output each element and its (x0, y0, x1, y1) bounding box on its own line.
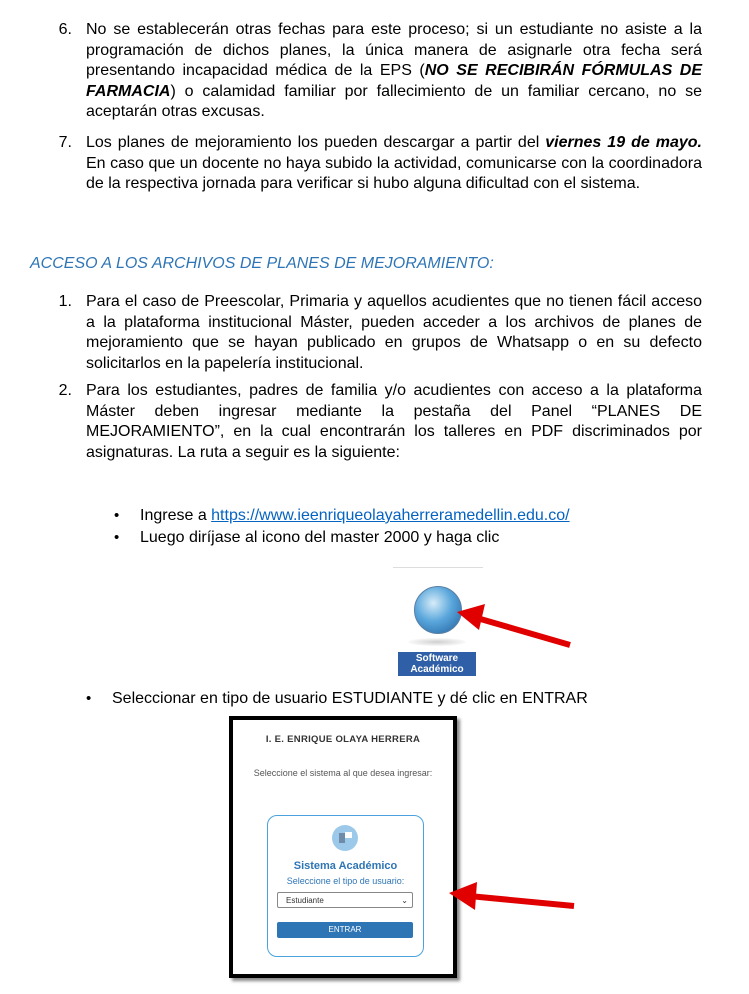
red-arrow-icon (447, 878, 577, 918)
item6-text-a: No se establecerán otras fechas para este proceso; si un estudiante no asiste a la programación de dichos planes, la única manera de asignarle otra fecha será presentando incapacidad médica de la EPS ( (86, 21, 702, 79)
badge-line-1: Software (415, 653, 459, 664)
bullet-dot: • (114, 529, 120, 546)
school-website-link[interactable]: https://www.ieenriqueolayaherreramedellin.edu.co/ (211, 507, 570, 524)
logo-divider (393, 567, 483, 568)
login-screenshot (229, 716, 457, 978)
bullet-select-user: Seleccionar en tipo de usuario ESTUDIANTE y dé clic en ENTRAR (112, 690, 588, 707)
list-number: 1. (58, 293, 72, 310)
red-arrow-icon (455, 600, 575, 650)
item7-text-a: Los planes de mejoramiento los pueden descargar a partir del (86, 134, 546, 151)
user-type-select[interactable] (277, 892, 413, 908)
item7-text-b: En caso que un docente no haya subido la actividad, comunicarse con la coordinadora de la respectiva jornada para verificar si hubo alguna dificultad con el sistema. (86, 154, 702, 192)
paragraph-item-6 (86, 20, 702, 123)
enter-button[interactable]: ENTRAR (277, 922, 413, 938)
item7-bold: viernes 19 de mayo. (545, 134, 702, 151)
academic-system-icon (332, 825, 358, 851)
academic-system-title: Sistema Académico (293, 860, 398, 872)
section-heading: ACCESO A LOS ARCHIVOS DE PLANES DE MEJORAMIENTO: (30, 255, 494, 272)
institution-title: I. E. ENRIQUE OLAYA HERRERA (265, 734, 421, 745)
bullet-master-icon: Luego diríjase al icono del master 2000 y haga clic (140, 529, 500, 546)
item6-text-b: ) o calamidad familiar por fallecimiento de un familiar cercano, no se aceptarán otras excusas. (86, 82, 702, 120)
bullet-1-prefix: Ingrese a (140, 507, 212, 524)
user-type-value: Estudiante (286, 896, 324, 905)
system-select-prompt: Seleccione el sistema al que desea ingresar: (253, 768, 433, 778)
bullet-ingrese (140, 507, 570, 525)
access-item-2: Para los estudiantes, padres de familia y/o acudientes con acceso a la plataforma Máster deben ingresar mediante la pestaña del Panel “PLANES DE MEJORAMIENTO”, en la cual encontrarán los talleres en PDF discriminados por asignaturas. La ruta a seguir es la siguiente: (86, 382, 702, 461)
list-number: 6. (58, 21, 72, 38)
list-number: 7. (58, 134, 72, 151)
access-item-1: Para el caso de Preescolar, Primaria y aquellos acudientes que no tienen fácil acceso a la plataforma institucional Máster, pueden acceder a los archivos de planes de mejoramiento que se hayan publicado en grupos de Whatsapp o en su defecto solicitarlos en la papelería institucional. (86, 293, 702, 372)
badge-line-2: Académico (410, 664, 464, 675)
item6-bold: NO SE RECIBIRÁN FÓRMULAS DE FARMACIA (86, 62, 703, 100)
paragraph-item-7 (86, 133, 702, 195)
software-academico-badge (398, 652, 476, 676)
list-number: 2. (58, 382, 72, 399)
chevron-down-icon: ⌄ (401, 896, 408, 905)
user-type-label: Seleccione el tipo de usuario: (286, 876, 405, 886)
bullet-dot: • (86, 690, 92, 707)
bullet-dot: • (114, 507, 120, 524)
academic-system-card (267, 815, 424, 957)
